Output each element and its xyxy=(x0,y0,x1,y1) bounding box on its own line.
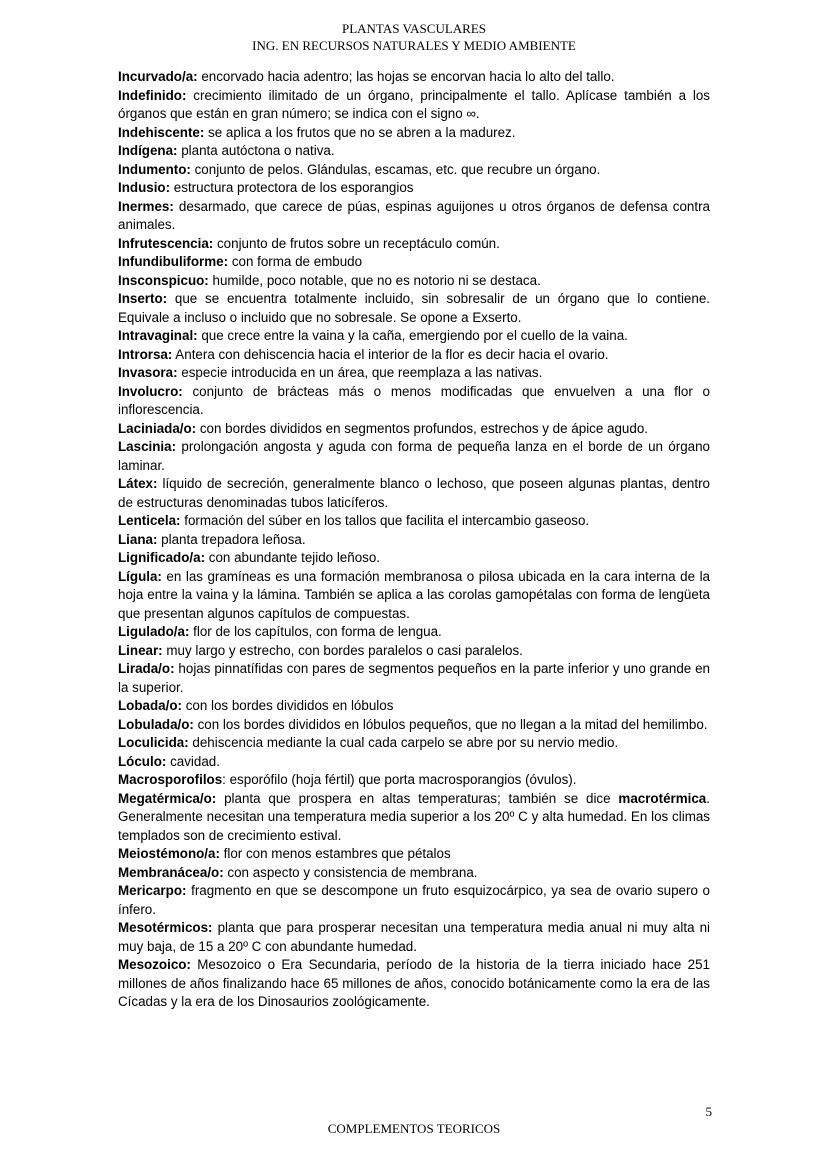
glossary-definition: con los bordes divididos en lóbulos xyxy=(181,698,394,713)
glossary-term: Insconspicuo: xyxy=(118,272,209,288)
glossary-entry xyxy=(118,142,710,161)
header-title: PLANTAS VASCULARES xyxy=(341,21,487,36)
glossary-term: Infrutescencia: xyxy=(118,235,214,251)
glossary-definition: Antera con dehiscencia hacia el interior de la flor es decir hacia el ovario. xyxy=(172,346,609,362)
glossary-term: Lascinia: xyxy=(118,439,177,454)
glossary-entry xyxy=(118,383,710,420)
glossary-entry xyxy=(118,124,710,143)
glossary-definition: Mesozoico o Era Secundaria, período de la historia de la tierra iniciado hace 251 millones de años finalizando hace 65 millones de años, conocido botánicamente como la era de las Cícadas y la era de los Dinosaurios zoológicamente. xyxy=(118,957,710,1009)
glossary-entry xyxy=(118,327,710,346)
glossary-entry xyxy=(118,623,710,642)
glossary-definition: con abundante tejido leñoso. xyxy=(205,550,381,565)
glossary-entry xyxy=(118,956,710,1012)
glossary-entry xyxy=(118,919,710,956)
glossary-entry xyxy=(118,642,710,661)
glossary-term: Meiostémono/a: xyxy=(118,846,220,861)
glossary-definition: : esporófilo (hoja fértil) que porta macrosporangios (óvulos). xyxy=(222,772,577,787)
glossary-term: Indehiscente: xyxy=(118,124,205,140)
header-subtitle: ING. EN RECURSOS NATURALES Y MEDIO AMBIENTE xyxy=(252,38,576,53)
glossary-term-alt: macrotérmica xyxy=(618,790,707,806)
glossary-entry xyxy=(118,882,710,919)
glossary-term: Indígena: xyxy=(118,143,178,158)
glossary-definition: conjunto de frutos sobre un receptáculo común. xyxy=(213,235,500,251)
glossary-entry xyxy=(118,68,710,87)
glossary-term: Lirada/o: xyxy=(118,661,175,676)
glossary-definition: planta autóctona o nativa. xyxy=(177,143,335,158)
glossary-term: Intravaginal: xyxy=(118,328,198,343)
glossary-definition: cavidad. xyxy=(166,753,220,769)
glossary-definition: prolongación angosta y aguda con forma de pequeña lanza en el borde de un órgano laminar. xyxy=(118,439,710,473)
glossary-entry xyxy=(118,364,710,383)
glossary-term: Indumento: xyxy=(118,161,191,177)
glossary-term: Lignificado/a: xyxy=(118,550,206,565)
glossary-definition: humilde, poco notable, que no es notorio ni se destaca. xyxy=(208,272,541,288)
glossary-definition: líquido de secreción, generalmente blanco o lechoso, que poseen algunas plantas, dentro de estructuras denominadas tubos laticíferos. xyxy=(118,476,710,510)
glossary-term: Megatérmica/o: xyxy=(118,790,217,806)
glossary-term: Laciniada/o: xyxy=(118,420,197,436)
glossary-term: Lobada/o: xyxy=(118,698,182,713)
glossary-definition: que crece entre la vaina y la caña, emergiendo por el cuello de la vaina. xyxy=(197,328,628,343)
glossary-term: Involucro: xyxy=(118,383,183,399)
glossary-entry xyxy=(118,771,710,790)
glossary-definition: en las gramíneas es una formación membranosa o pilosa ubicada en la cara interna de la hoja entre la vaina y la lámina. También se aplica a las corolas gamopétalas con forma de lengüeta que presentan algunos capítulos de compuestas. xyxy=(118,568,710,621)
glossary-term: Lóculo: xyxy=(118,753,167,769)
glossary-term: Inserto: xyxy=(118,291,168,306)
page-header xyxy=(0,20,828,54)
glossary-entry xyxy=(118,660,710,697)
glossary-definition: crecimiento ilimitado de un órgano, principalmente el tallo. Aplícase también a los órganos que están en gran número; se indica con el signo ∞. xyxy=(118,87,710,121)
glossary-entry xyxy=(118,235,710,254)
glossary-definition: hojas pinnatífidas con pares de segmentos pequeños en la parte inferior y uno grande en la superior. xyxy=(118,661,710,695)
glossary-definition: que se encuentra totalmente incluido, sin sobresalir de un órgano que lo contiene. Equivale a incluso o incluido que no sobresale. Se opone a Exserto. xyxy=(118,291,710,325)
glossary-term: Incurvado/a: xyxy=(118,69,198,84)
glossary-term: Inermes: xyxy=(118,198,174,214)
glossary-definition: fragmento en que se descompone un fruto esquizocárpico, ya sea de ovario supero o ínfero. xyxy=(118,883,710,917)
glossary-definition: planta trepadora leñosa. xyxy=(157,531,306,547)
glossary-entry xyxy=(118,790,710,846)
glossary-definition: formación del súber en los tallos que facilita el intercambio gaseoso. xyxy=(180,513,590,528)
glossary-term: Indefinido: xyxy=(118,87,187,103)
glossary-definition: especie introducida en un área, que reemplaza a las nativas. xyxy=(177,365,543,380)
glossary-definition: con bordes divididos en segmentos profundos, estrechos y de ápice agudo. xyxy=(196,420,648,436)
glossary-definition: flor con menos estambres que pétalos xyxy=(219,846,451,861)
glossary-definition: se aplica a los frutos que no se abren a la madurez. xyxy=(204,124,516,140)
glossary-definition: con forma de embudo xyxy=(228,254,363,269)
glossary-term: Indusio: xyxy=(118,180,171,195)
glossary-definition: con los bordes divididos en lóbulos pequeños, que no llegan a la mitad del hemilimbo. xyxy=(193,716,708,732)
glossary-entry xyxy=(118,179,710,198)
glossary-term: Linear: xyxy=(118,642,163,658)
glossary-entry xyxy=(118,531,710,550)
glossary-definition: conjunto de brácteas más o menos modificadas que envuelven a una flor o inflorescencia. xyxy=(118,383,710,417)
glossary-term: Mesotérmicos: xyxy=(118,920,213,935)
glossary-definition-cont: . Generalmente necesitan una temperatura media superior a los 20º C y alta humedad. En los climas templados son de crecimiento estival. xyxy=(118,790,710,843)
glossary-definition: desarmado, que carece de púas, espinas aguijones u otros órganos de defensa contra animales. xyxy=(118,198,710,232)
glossary-content xyxy=(118,68,710,1012)
glossary-term: Macrosporofilos xyxy=(118,772,223,787)
glossary-term: Lobulada/o: xyxy=(118,716,194,732)
glossary-definition: estructura protectora de los esporangios xyxy=(170,180,414,195)
glossary-entry xyxy=(118,697,710,716)
glossary-term: Membranácea/o: xyxy=(118,864,224,880)
glossary-term: Mericarpo: xyxy=(118,883,187,898)
glossary-term: Loculicida: xyxy=(118,735,189,750)
glossary-definition: dehiscencia mediante la cual cada carpelo se abre por su nervio medio. xyxy=(188,735,619,750)
glossary-term: Ligulado/a: xyxy=(118,624,190,639)
page-number: 5 xyxy=(705,1104,712,1119)
glossary-entry xyxy=(118,438,710,475)
glossary-term: Infundibuliforme: xyxy=(118,254,229,269)
glossary-term: Liana: xyxy=(118,531,158,547)
glossary-term: Lenticela: xyxy=(118,513,181,528)
glossary-entry xyxy=(118,568,710,624)
glossary-entry xyxy=(118,716,710,735)
glossary-definition: con aspecto y consistencia de membrana. xyxy=(223,864,478,880)
glossary-entry xyxy=(118,272,710,291)
glossary-entry xyxy=(118,734,710,753)
glossary-entry xyxy=(118,512,710,531)
glossary-definition: conjunto de pelos. Glándulas, escamas, etc. que recubre un órgano. xyxy=(190,161,601,177)
glossary-term: Introrsa: xyxy=(118,346,173,362)
glossary-entry xyxy=(118,845,710,864)
glossary-term: Mesozoico: xyxy=(118,957,191,972)
glossary-entry xyxy=(118,198,710,235)
glossary-entry xyxy=(118,290,710,327)
glossary-term: Látex: xyxy=(118,476,158,491)
glossary-entry xyxy=(118,253,710,272)
glossary-entry xyxy=(118,87,710,124)
glossary-definition: flor de los capítulos, con forma de lengua. xyxy=(189,624,442,639)
glossary-entry xyxy=(118,549,710,568)
glossary-definition: planta que para prosperar necesitan una temperatura media anual ni muy alta ni muy baja, de 15 a 20º C con abundante humedad. xyxy=(118,920,710,954)
page-footer: COMPLEMENTOS TEORICOS xyxy=(327,1121,501,1136)
glossary-definition: planta que prospera en altas temperaturas; también se dice xyxy=(216,790,619,806)
glossary-entry xyxy=(118,475,710,512)
glossary-entry xyxy=(118,864,710,883)
glossary-definition: muy largo y estrecho, con bordes paralelos o casi paralelos. xyxy=(162,642,523,658)
glossary-entry xyxy=(118,753,710,772)
glossary-entry xyxy=(118,420,710,439)
glossary-term: Invasora: xyxy=(118,365,178,380)
glossary-definition: encorvado hacia adentro; las hojas se encorvan hacia lo alto del tallo. xyxy=(197,69,615,84)
glossary-entry xyxy=(118,161,710,180)
glossary-term: Lígula: xyxy=(118,568,162,584)
glossary-entry xyxy=(118,346,710,365)
